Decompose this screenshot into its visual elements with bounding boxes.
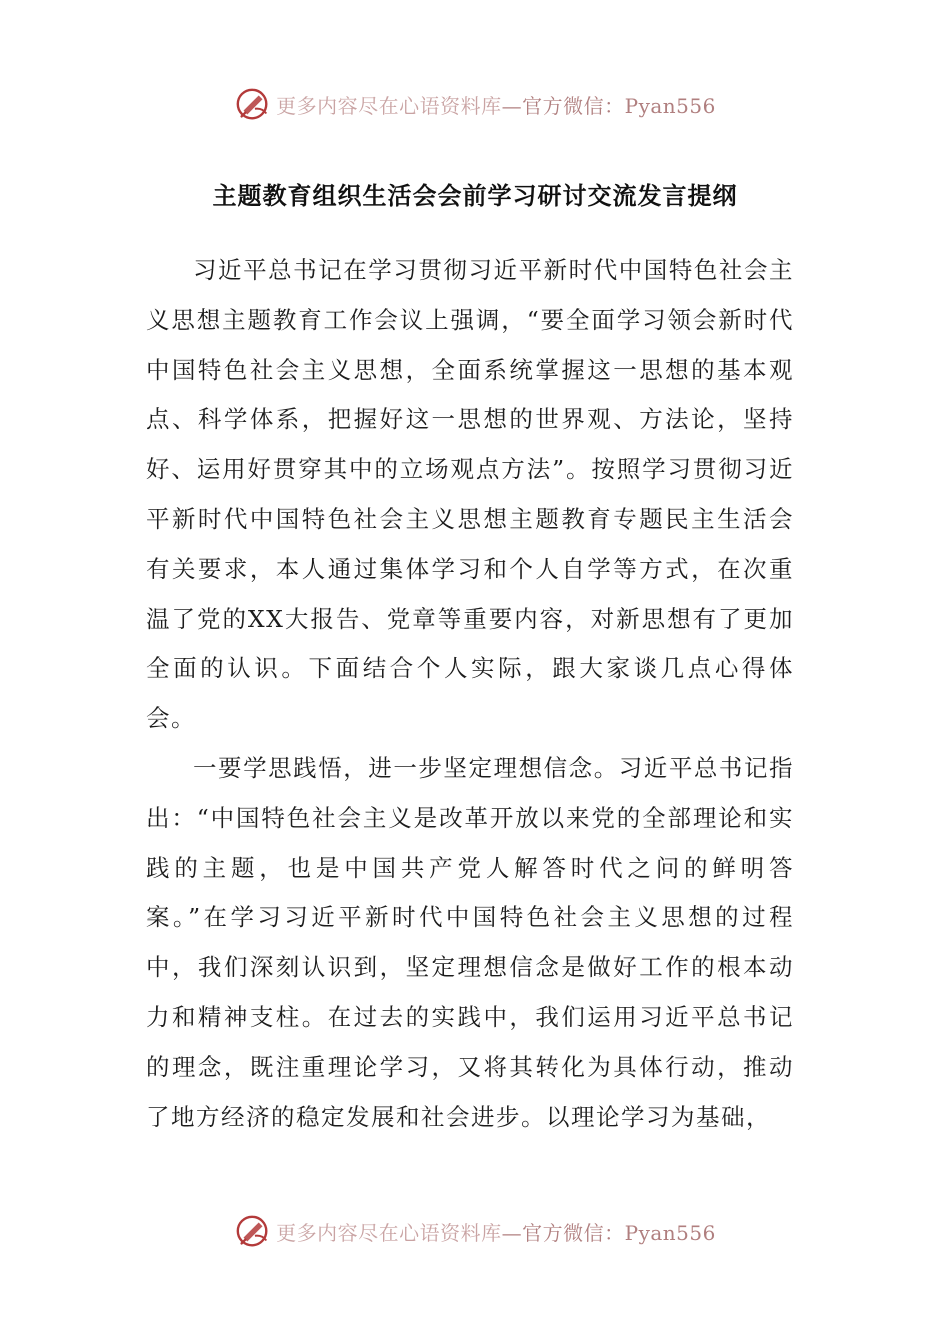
document-title: 主题教育组织生活会会前学习研讨交流发言提纲 xyxy=(212,182,738,210)
banner-text-part1: 更多内容尽在心语资料库 xyxy=(276,93,502,118)
footer-watermark-banner xyxy=(0,1211,950,1251)
document-body xyxy=(146,246,794,1142)
paragraph-2: 一要学思践悟，进一步坚定理想信念。习近平总书记指出：“中国特色社会主义是改革开放以来党的全部理论和实践的主题，也是中国共产党人解答时代之问的鲜明答案。”在学习习近平新时代中国特色社会主义思想的过程中，我们深刻认识到，坚定理想信念是做好工作的根本动力和精神支柱。在过去的实践中，我们运用习近平总书记的理念，既注重理论学习，又将其转化为具体行动，推动了地方经济的稳定发展和社会进步。以理论学习为基础， xyxy=(146,753,794,1131)
pen-seal-icon xyxy=(234,85,272,123)
banner-text-part2: —官方微信：Pyan556 xyxy=(501,93,716,118)
header-watermark-banner xyxy=(0,84,950,124)
banner-text xyxy=(276,90,716,119)
paragraph-1: 习近平总书记在学习贯彻习近平新时代中国特色社会主义思想主题教育工作会议上强调，“要全面学习领会新时代中国特色社会主义思想，全面系统掌握这一思想的基本观点、科学体系，把握好这一思想的世界观、方法论，坚持好、运用好贯穿其中的立场观点方法”。按照学习贯彻习近平新时代中国特色社会主义思想主题教育专题民主生活会有关要求，本人通过集体学习和个人自学等方式，在次重温了党的XX大报告、党章等重要内容，对新思想有了更加全面的认识。下面结合个人实际，跟大家谈几点心得体会。 xyxy=(146,256,794,733)
pen-seal-icon xyxy=(234,1212,272,1250)
banner-text-part1: 更多内容尽在心语资料库 xyxy=(276,1220,502,1245)
banner-text-part2: —官方微信：Pyan556 xyxy=(501,1220,716,1245)
banner-text xyxy=(276,1217,716,1246)
